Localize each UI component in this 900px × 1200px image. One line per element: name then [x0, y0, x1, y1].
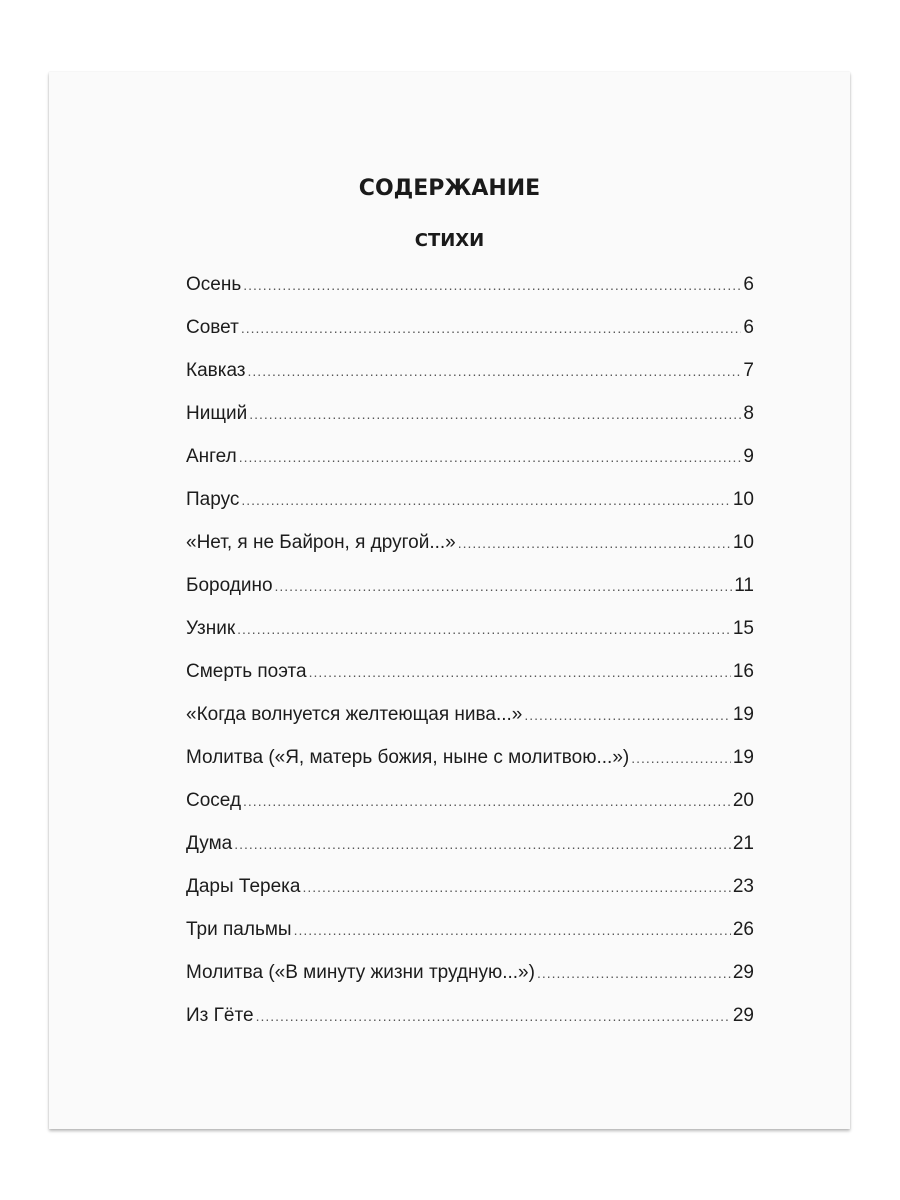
toc-entry-page: 6 — [743, 317, 754, 338]
dot-leader — [458, 529, 731, 557]
toc-entry-title: Парус — [186, 489, 240, 510]
toc-entry-title: Три пальмы — [186, 919, 292, 940]
toc-entry-page: 15 — [732, 618, 754, 639]
dot-leader — [237, 615, 731, 643]
toc-entry-page: 19 — [732, 747, 754, 768]
toc-entry — [186, 443, 754, 486]
dot-leader — [243, 787, 731, 815]
toc-entry — [186, 1002, 754, 1045]
toc-entry — [186, 400, 754, 443]
dot-leader — [239, 443, 742, 471]
toc-entry-title: Дары Терека — [186, 876, 301, 897]
toc-entry-page: 16 — [732, 661, 754, 682]
toc-entry — [186, 529, 754, 572]
toc-entry-page: 21 — [732, 833, 754, 854]
toc-entry-page: 9 — [743, 446, 754, 467]
toc-entry — [186, 357, 754, 400]
toc-entry — [186, 314, 754, 357]
toc-entry-title: Бородино — [186, 575, 273, 596]
toc-entry-title: Узник — [186, 618, 236, 639]
toc-entry-title: «Нет, я не Байрон, я другой...» — [186, 532, 456, 553]
toc-entry-title: Из Гёте — [186, 1005, 254, 1026]
toc-entry — [186, 701, 754, 744]
toc-entry — [186, 787, 754, 830]
toc-entry-page: 7 — [743, 360, 754, 381]
book-page — [49, 72, 850, 1129]
toc-entry-page: 29 — [732, 1005, 754, 1026]
page-title: СОДЕРЖАНИЕ — [358, 176, 541, 201]
toc-entry-page: 26 — [732, 919, 754, 940]
toc-entry — [186, 486, 754, 529]
toc-entry — [186, 873, 754, 916]
toc-entry-page: 29 — [732, 962, 754, 983]
toc-entry-title: Молитва («В минуту жизни трудную...») — [186, 962, 535, 983]
dot-leader — [294, 916, 731, 944]
toc-entry — [186, 658, 754, 701]
dot-leader — [256, 1002, 731, 1030]
toc-entry-title: Сосед — [186, 790, 242, 811]
toc-entry-page: 19 — [732, 704, 754, 725]
dot-leader — [241, 314, 742, 342]
toc-entry-title: Нищий — [186, 403, 248, 424]
dot-leader — [234, 830, 731, 858]
toc-entry-page: 11 — [734, 575, 754, 596]
toc-entry — [186, 271, 754, 314]
dot-leader — [631, 744, 731, 772]
section-title: СТИХИ — [414, 230, 485, 251]
toc-entry-page: 23 — [732, 876, 754, 897]
toc-entry-title: Дума — [186, 833, 233, 854]
toc-entry — [186, 572, 754, 615]
dot-leader — [249, 400, 741, 428]
dot-leader — [275, 572, 733, 600]
toc-entry-title: Осень — [186, 274, 242, 295]
toc-entry — [186, 615, 754, 658]
dot-leader — [248, 357, 742, 385]
dot-leader — [302, 873, 730, 901]
toc-entry-title: Кавказ — [186, 360, 246, 381]
table-of-contents — [186, 271, 754, 1045]
toc-entry — [186, 830, 754, 873]
toc-entry-page: 6 — [743, 274, 754, 295]
toc-entry — [186, 959, 754, 1002]
toc-entry-page: 8 — [743, 403, 754, 424]
toc-entry-title: Смерть поэта — [186, 661, 307, 682]
toc-entry — [186, 916, 754, 959]
dot-leader — [243, 271, 741, 299]
toc-entry-page: 10 — [732, 532, 754, 553]
toc-entry-title: «Когда волнуется желтеющая нива...» — [186, 704, 523, 725]
toc-entry-title: Совет — [186, 317, 239, 338]
dot-leader — [309, 658, 731, 686]
toc-entry-title: Молитва («Я, матерь божия, ныне с молитвою...») — [186, 747, 630, 768]
toc-entry-title: Ангел — [186, 446, 237, 467]
dot-leader — [537, 959, 731, 987]
dot-leader — [524, 701, 731, 729]
toc-entry-page: 20 — [732, 790, 754, 811]
toc-entry — [186, 744, 754, 787]
dot-leader — [241, 486, 730, 514]
toc-entry-page: 10 — [732, 489, 754, 510]
